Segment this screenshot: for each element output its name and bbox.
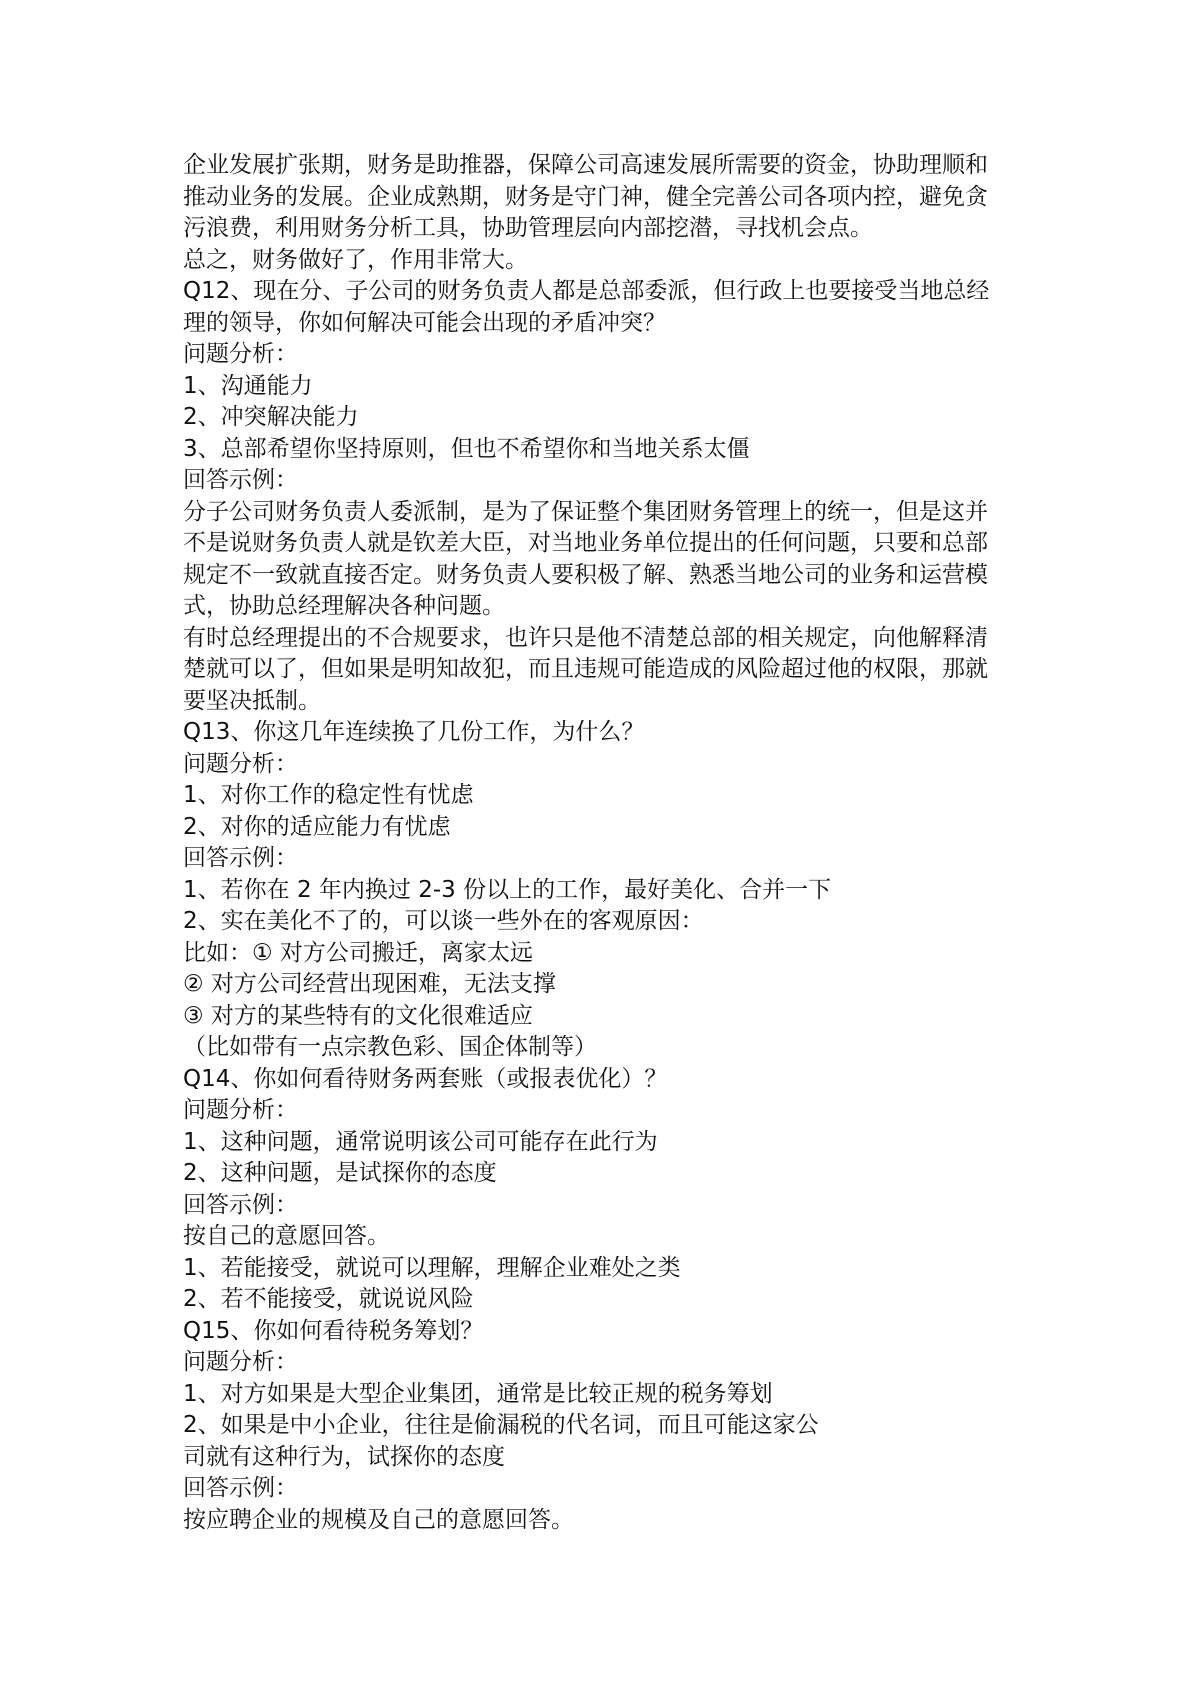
text-line: 2、冲突解决能力 (183, 404, 359, 430)
text-line: 回答示例： (183, 1191, 298, 1218)
text-line: Q13、你这几年连续换了几份工作，为什么？ (183, 719, 645, 745)
text-line: 回答示例： (183, 467, 298, 493)
text-line: 推动业务的发展。企业成熟期，财务是守门神，健全完善公司各项内控，避免贪 (183, 183, 988, 210)
text-line: 楚就可以了，但如果是明知故犯，而且违规可能造成的风险超过他的权限，那就 (183, 656, 988, 682)
text-line: 回答示例： (183, 845, 298, 871)
text-line: 总之，财务做好了，作用非常大。 (183, 246, 528, 273)
text-line: 按应聘企业的规模及自己的意愿回答。 (183, 1506, 574, 1533)
text-line: 1、若能接受，就说可以理解，理解企业难处之类 (183, 1254, 681, 1281)
text-line: 2、这种问题，是试探你的态度 (183, 1160, 497, 1186)
text-line: 式，协助总经理解决各种问题。 (183, 593, 505, 619)
text-line: 按自己的意愿回答。 (183, 1223, 390, 1249)
text-line: Q14、你如何看待财务两套账（或报表优化）？ (183, 1065, 668, 1092)
text-line: 2、实在美化不了的，可以谈一些外在的客观原因： (183, 908, 704, 934)
text-line: 不是说财务负责人就是钦差大臣，对当地业务单位提出的任何问题，只要和总部 (183, 530, 988, 556)
text-line: 2、若不能接受，就说说风险 (183, 1286, 474, 1312)
text-line: ③ 对方的某些特有的文化很难适应 (183, 1002, 533, 1029)
text-line: Q12、现在分、子公司的财务负责人都是总部委派，但行政上也要接受当地总经 (183, 278, 990, 304)
text-line: 理的领导，你如何解决可能会出现的矛盾冲突？ (183, 309, 666, 336)
text-line: 比如：① 对方公司搬迁，离家太远 (183, 939, 533, 966)
text-line: 回答示例： (183, 1475, 298, 1501)
text-line: 2、对你的适应能力有忧虑 (183, 813, 451, 840)
text-line: 企业发展扩张期，财务是助推器，保障公司高速发展所需要的资金，协助理顺和 (183, 152, 988, 178)
text-line: 司就有这种行为，试探你的态度 (183, 1443, 505, 1470)
text-line: 1、若你在 2 年内换过 2-3 份以上的工作，最好美化、合并一下 (183, 876, 832, 903)
text-line: 规定不一致就直接否定。财务负责人要积极了解、熟悉当地公司的业务和运营模 (183, 561, 988, 588)
text-line: Q15、你如何看待税务筹划？ (183, 1317, 484, 1344)
text-line: ② 对方公司经营出现困难，无法支撑 (183, 971, 556, 997)
text-line: 1、沟通能力 (183, 372, 313, 399)
text-line: 1、这种问题，通常说明该公司可能存在此行为 (183, 1128, 658, 1155)
text-line: 问题分析： (183, 1097, 298, 1123)
text-line: 3、总部希望你坚持原则，但也不希望你和当地关系太僵 (183, 435, 750, 462)
text-line: 问题分析： (183, 1349, 298, 1375)
text-line: 污浪费，利用财务分析工具，协助管理层向内部挖潜，寻找机会点。 (183, 215, 873, 241)
text-line: 2、如果是中小企业，往往是偷漏税的代名词，而且可能这家公 (183, 1412, 819, 1438)
text-line: 1、对方如果是大型企业集团，通常是比较正规的税务筹划 (183, 1380, 773, 1407)
text-line: 问题分析： (183, 341, 298, 367)
text-line: 问题分析： (183, 750, 298, 777)
text-line: （比如带有一点宗教色彩、国企体制等） (183, 1034, 597, 1060)
text-line: 1、对你工作的稳定性有忧虑 (183, 782, 474, 808)
text-line: 分子公司财务负责人委派制，是为了保证整个集团财务管理上的统一，但是这并 (183, 498, 988, 525)
text-line: 有时总经理提出的不合规要求，也许只是他不清楚总部的相关规定，向他解释清 (183, 624, 988, 651)
text-line: 要坚决抵制。 (183, 687, 321, 714)
document-body (183, 150, 1038, 1536)
